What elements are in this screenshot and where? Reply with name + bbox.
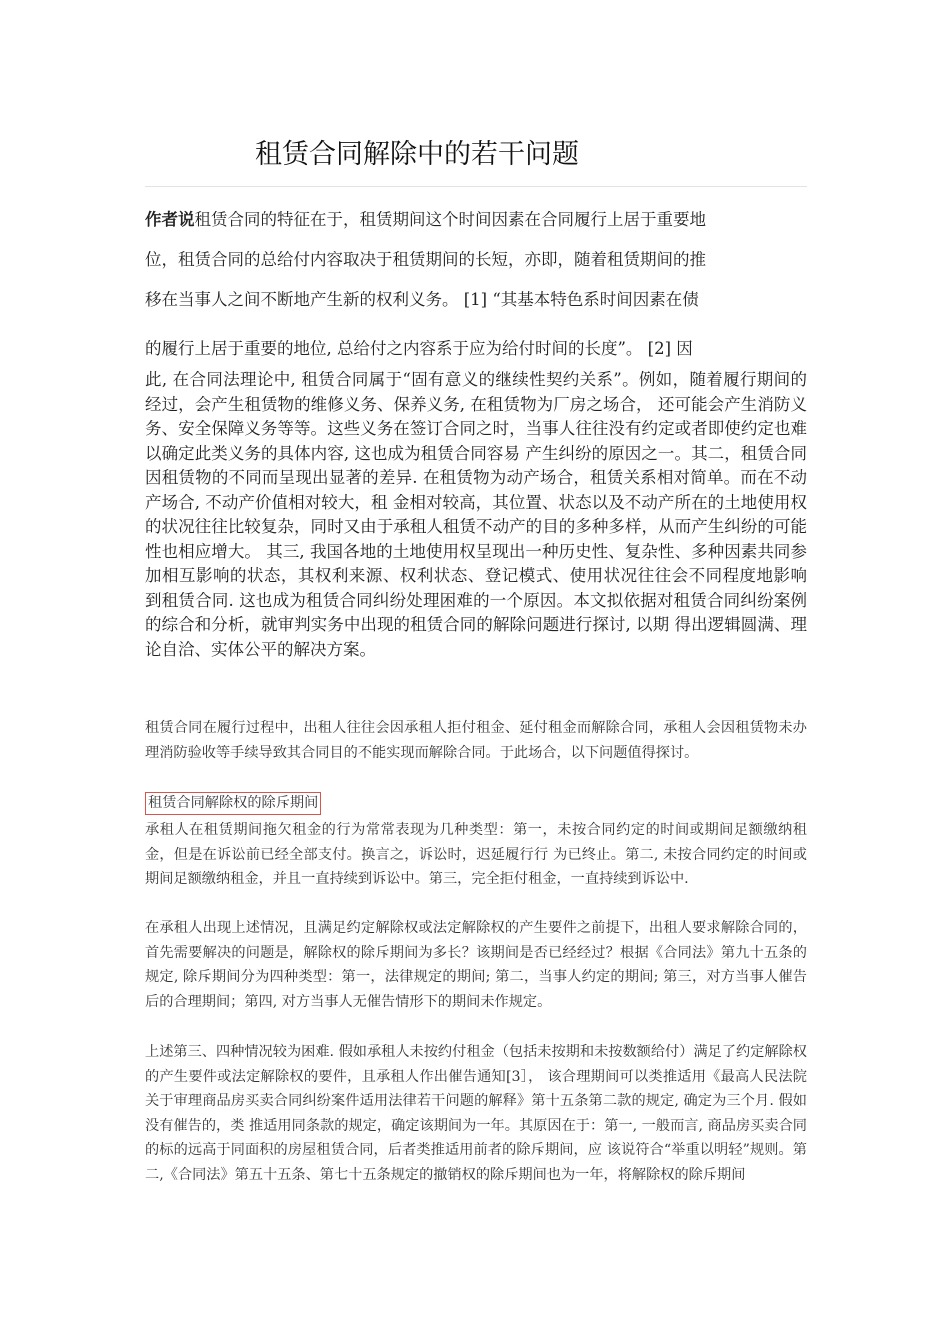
intro-line-3: 移在当事人之间不断地产生新的权利义务。 [1] “其基本特色系时间因素在债 bbox=[145, 290, 699, 309]
paragraph-1: 租赁合同在履行过程中，出租人往往会因承租人拒付租金、延付租金而解除合同，承租人会因租赁物未办理消防验收等手续导致其合同目的不能实现而解除合同。于此场合，以下问题值得探讨。 bbox=[145, 720, 807, 761]
intro-body-paragraph: 此, 在合同法理论中, 租赁合同属于“固有意义的继续性契约关系”。例如，随着履行期间的经过，会产生租赁物的维修义务、保养义务, 在租赁物为厂房之场合， 还可能会产生消防义务、安全保障义务等等。这些义务在签订合同之时，当事人往往没有约定或者即使约定也难以确定此类义务的具体内容, 这也成为租赁合同容易 产生纠纷的原因之一。其二，租赁合同因租赁物的不同而呈现出显著的差异. 在租赁物为动产场合，租赁关系相对简单。而在不动产场合, 不动产价值相对较大，租 金相对较高，其位置、状态以及不动产所在的土地使用权的状况往往比较复杂，同时又由于承租人租赁不动产的目的多种多样，从而产生纠纷的可能性也相应增大。 其三, 我国各地的土地使用权呈现出一种历史性、复杂性、多种因素共同参加相互影响的状态，其权利来源、权利状态、登记模式、使用状况往往会不同程度地影响 到租赁合同. 这也成为租赁合同纠纷处理困难的一个原因。本文拟依据对租赁合同纠纷案例的综合和分析，就审判实务中出现的租赁合同的解除问题进行探讨, 以期 得出逻辑圆满、理论自洽、实体公平的解决方案。 bbox=[145, 370, 807, 659]
intro-block bbox=[145, 206, 807, 366]
intro-line-1-text: 租赁合同的特征在于，租赁期间这个时间因素在合同履行上居于重要地 bbox=[194, 210, 706, 229]
article-title: 租赁合同解除中的若干问题 bbox=[255, 139, 579, 170]
title-divider bbox=[145, 186, 807, 187]
intro-line-2: 位，租赁合同的总给付内容取决于租赁期间的长短，亦即，随着租赁期间的推 bbox=[145, 250, 706, 269]
section-heading: 租赁合同解除权的除斥期间 bbox=[145, 792, 321, 815]
paragraph-3: 在承租人出现上述情况，且满足约定解除权或法定解除权的产生要件之前提下，出租人要求解除合同的，首先需要解决的问题是，解除权的除斥期间为多长？该期间是否已经经过？根据《合同法》第九十五条的规定, 除斥期间分为四种类型：第一，法律规定的期间; 第二，当事人约定的期间; 第三，对方当事人催告后的合理期间；第四, 对方当事人无催告情形下的期间未作规定。 bbox=[145, 920, 807, 1010]
author-label: 作者说 bbox=[145, 210, 195, 229]
paragraph-2: 承租人在租赁期间拖欠租金的行为常常表现为几种类型：第一，未按合同约定的时间或期间足额缴纳租金，但是在诉讼前已经全部支付。换言之，诉讼时，迟延履行行 为已终止。第二, 未按合同约定的时间或期间足额缴纳租金，并且一直持续到诉讼中。第三，完全拒付租金，一直持续到诉讼中. bbox=[145, 822, 807, 887]
paragraph-4: 上述第三、四种情况较为困难. 假如承租人未按约付租金（包括未按期和未按数额给付）满足了约定解除权的产生要件或法定解除权的要件，且承租人作出催告通知[3］， 该合理期间可以类推适用《最高人民法院关于审理商品房买卖合同纠纷案件适用法律若干问题的解释》第十五条第二款的规定, 确定为三个月. 假如没有催告的，类 推适用同条款的规定，确定该期间为一年。其原因在于：第一, 一般而言, 商品房买卖合同的标的远高于同面积的房屋租赁合同，后者类推适用前者的除斥期间，应 该说符合“举重以明轻”规则。第二,《合同法》第五十五条、第七十五条规定的撤销权的除斥期间也为一年，将解除权的除斥期间 bbox=[145, 1044, 807, 1183]
intro-line-4: 的履行上居于重要的地位, 总给付之内容系于应为给付时间的长度”。 [2] 因 bbox=[145, 339, 693, 358]
intro-line-1 bbox=[145, 206, 807, 246]
